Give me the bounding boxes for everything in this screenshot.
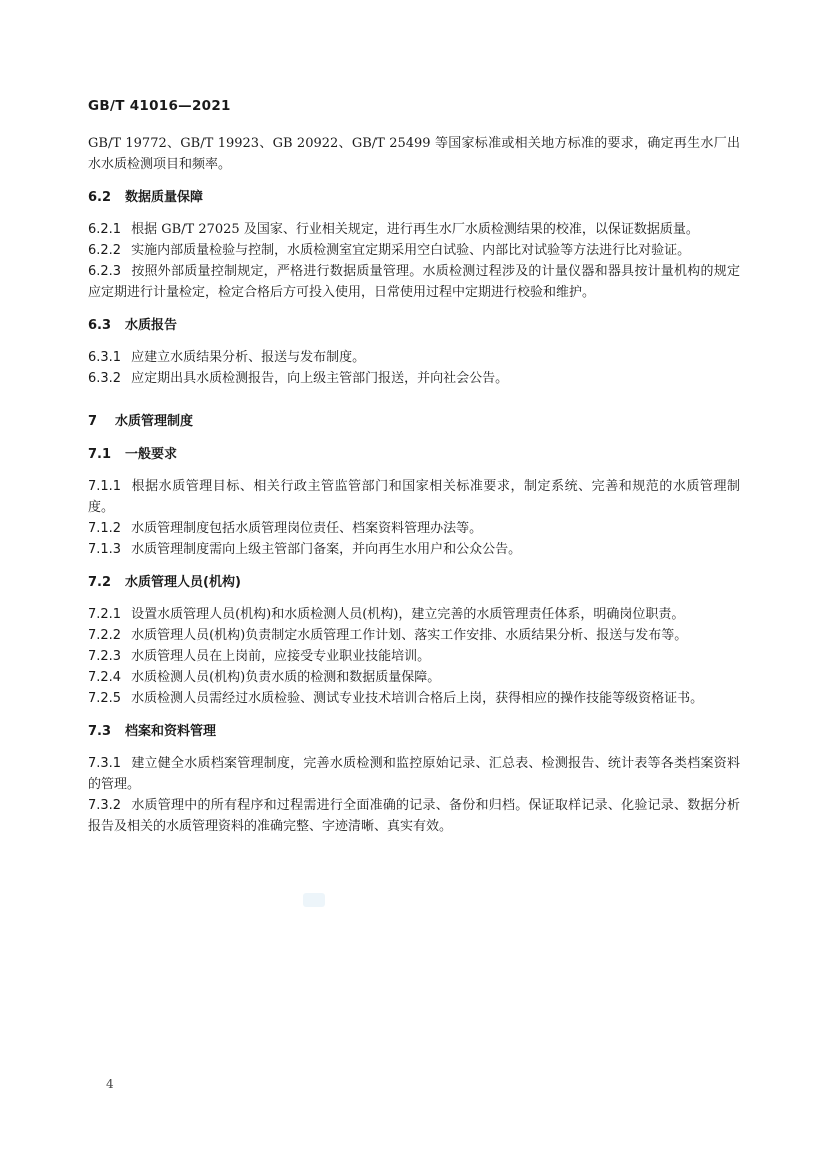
clause-text: 根据水质管理目标、相关行政主管监管部门和国家相关标准要求，制定系统、完善和规范的水质管理制度。 [88,479,740,515]
clause-paragraph [88,347,740,368]
clause-paragraph [88,667,740,688]
clause-number: 7.3.1 [88,756,122,771]
clause-text: 水质管理中的所有程序和过程需进行全面准确的记录、备份和归档。保证取样记录、化验记录、数据分析报告及相关的水质管理资料的准确完整、字迹清晰、真实有效。 [88,798,740,834]
clause-text: 按照外部质量控制规定，严格进行数据质量管理。水质检测过程涉及的计量仪器和器具按计量机构的规定应定期进行计量检定，检定合格后方可投入使用，日常使用过程中定期进行校验和维护。 [88,264,740,300]
clause-number: 7.2.3 [88,649,122,664]
clause-number: 7.3.2 [88,798,122,813]
clause-paragraph [88,219,740,240]
page-number: 4 [106,1077,114,1091]
spacer [88,742,740,753]
clause-number: 6.2.2 [88,243,122,258]
clause-number: 7 [88,414,98,429]
clause-text: 建立健全水质档案管理制度，完善水质检测和监控原始记录、汇总表、检测报告、统计表等各类档案资料的管理。 [88,756,740,792]
clause-number: 6.2 [88,190,112,205]
clause-paragraph [88,518,740,539]
clause-paragraph [88,625,740,646]
spacer [88,432,740,444]
clause-paragraph [88,795,740,837]
clause-number: 7.2.2 [88,628,122,643]
clause-text: 应建立水质结果分析、报送与发布制度。 [131,350,366,365]
clause-paragraph [88,646,740,667]
section-heading [88,572,740,593]
clause-text: 水质管理制度包括水质管理岗位责任、档案资料管理办法等。 [131,521,483,536]
clause-text: 档案和资料管理 [125,724,217,739]
spacer [88,465,740,476]
clause-text: 水质管理人员在上岗前，应接受专业职业技能培训。 [131,649,431,664]
clause-number: 7.2.5 [88,691,122,706]
clause-paragraph [88,261,740,303]
clause-paragraph [88,240,740,261]
spacer [88,593,740,604]
clause-text: 水质检测人员需经过水质检验、测试专业技术培训合格后上岗，获得相应的操作技能等级资格证书。 [131,691,704,706]
clause-paragraph [88,476,740,518]
clause-paragraph [88,539,740,560]
clause-number: 7.2.4 [88,670,122,685]
watermark-logo [303,893,325,907]
spacer [88,389,740,411]
spacer [88,709,740,721]
standard-code: GB/T 41016—2021 [88,98,231,114]
spacer [88,336,740,347]
clause-text: 一般要求 [125,447,178,462]
clause-text: 水质管理制度 [115,414,194,429]
clause-text: 水质管理人员(机构)负责制定水质管理工作计划、落实工作安排、水质结果分析、报送与发布等。 [131,628,688,643]
chapter-heading [88,411,740,432]
clause-number: 7.1.1 [88,479,122,494]
clause-paragraph [88,368,740,389]
clause-number: 7.1 [88,447,112,462]
clause-number: 6.2.1 [88,222,122,237]
clause-text: GB/T 19772、GB/T 19923、GB 20922、GB/T 25499 等国家标准或相关地方标准的要求，确定再生水厂出水水质检测项目和频率。 [88,136,740,172]
clause-number: 7.2 [88,575,112,590]
clause-text: 数据质量保障 [125,190,204,205]
clause-text: 水质报告 [125,318,178,333]
clause-text: 应定期出具水质检测报告，向上级主管部门报送，并向社会公告。 [131,371,509,386]
continuation-paragraph [88,133,740,175]
clause-number: 6.3.1 [88,350,122,365]
clause-text: 水质管理制度需向上级主管部门备案，并向再生水用户和公众公告。 [131,542,522,557]
clause-number: 7.1.3 [88,542,122,557]
clause-paragraph [88,688,740,709]
clause-paragraph [88,604,740,625]
section-heading [88,721,740,742]
spacer [88,560,740,572]
section-heading [88,444,740,465]
spacer [88,208,740,219]
spacer [88,175,740,187]
spacer [88,303,740,315]
clause-number: 7.3 [88,724,112,739]
clause-paragraph [88,753,740,795]
clause-text: 水质检测人员(机构)负责水质的检测和数据质量保障。 [131,670,441,685]
section-heading [88,315,740,336]
document-body [88,133,740,837]
clause-text: 根据 GB/T 27025 及国家、行业相关规定，进行再生水厂水质检测结果的校准，以保证数据质量。 [131,222,699,237]
section-heading [88,187,740,208]
clause-number: 7.1.2 [88,521,122,536]
clause-text: 设置水质管理人员(机构)和水质检测人员(机构)，建立完善的水质管理责任体系，明确岗位职责。 [131,607,685,622]
clause-text: 实施内部质量检验与控制，水质检测室宜定期采用空白试验、内部比对试验等方法进行比对验证。 [131,243,691,258]
clause-number: 7.2.1 [88,607,122,622]
clause-number: 6.2.3 [88,264,122,279]
clause-text: 水质管理人员(机构) [125,575,241,590]
clause-number: 6.3.2 [88,371,122,386]
clause-number: 6.3 [88,318,112,333]
